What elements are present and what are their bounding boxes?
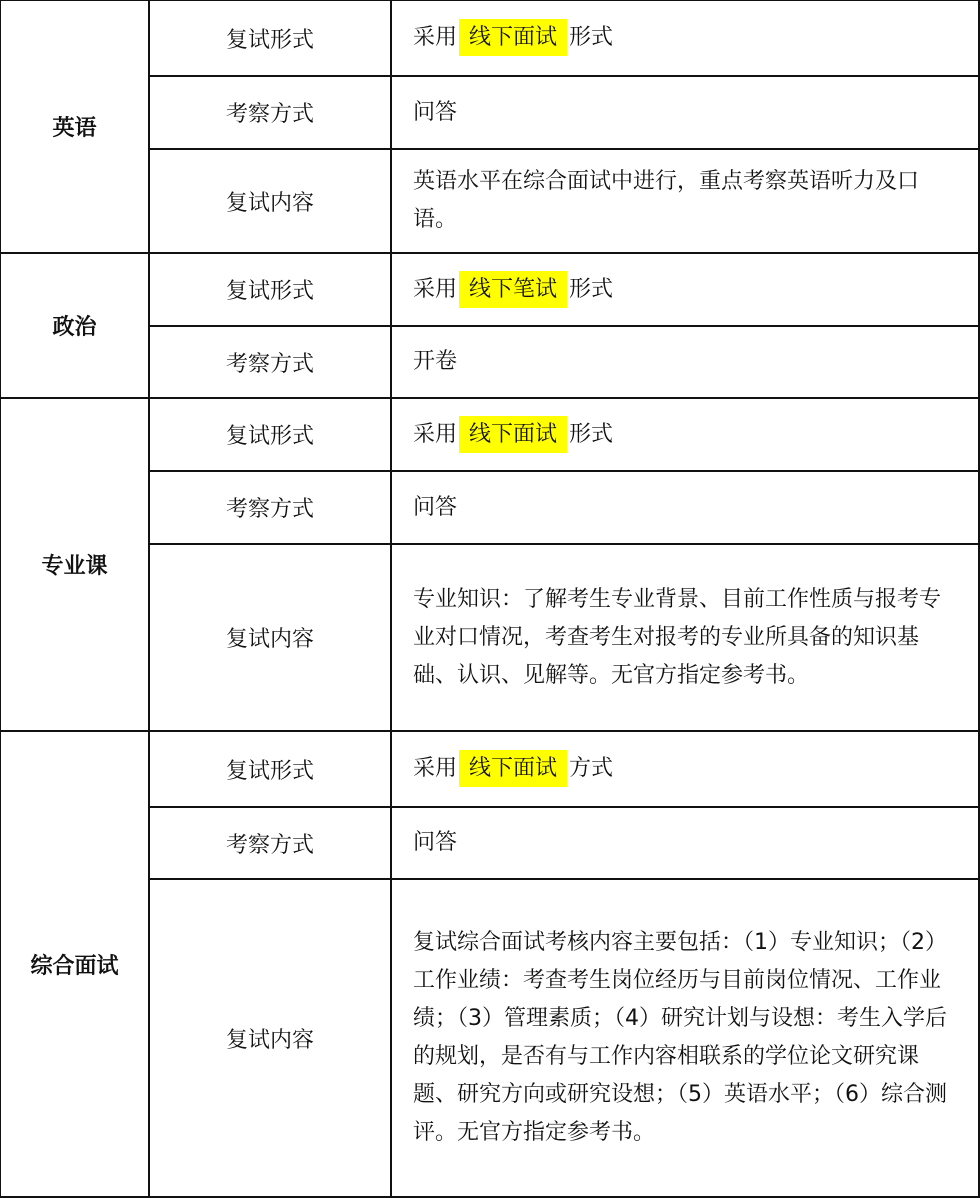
content-text: 采用 <box>413 756 458 781</box>
category-cell: 综合面试 <box>0 731 149 1197</box>
content-cell: 问答 <box>391 471 979 544</box>
content-cell: 专业知识：了解考生专业背景、目前工作性质与报考专业对口情况，考查考生对报考的专业所具备的知识基础、认识、见解等。无官方指定参考书。 <box>391 544 979 731</box>
content-cell: 问答 <box>391 76 979 149</box>
item-cell: 考察方式 <box>149 471 391 544</box>
content-text: 方式 <box>569 756 614 781</box>
content-cell <box>391 0 979 76</box>
item-cell: 考察方式 <box>149 76 391 149</box>
table-row <box>0 398 979 471</box>
item-cell: 复试内容 <box>149 879 391 1197</box>
highlighted-text: 线下面试 <box>459 750 567 787</box>
item-cell: 复试形式 <box>149 253 391 326</box>
item-cell: 复试内容 <box>149 544 391 731</box>
table-row <box>0 253 979 326</box>
category-cell: 政治 <box>0 253 149 398</box>
content-cell <box>391 398 979 471</box>
table-row <box>0 0 979 76</box>
content-text: 采用 <box>413 421 458 447</box>
content-text: 形式 <box>569 421 614 447</box>
item-cell: 复试内容 <box>149 149 391 253</box>
item-cell: 考察方式 <box>149 326 391 398</box>
table-row <box>0 731 979 807</box>
category-cell: 英语 <box>0 0 149 253</box>
content-cell: 英语水平在综合面试中进行，重点考察英语听力及口语。 <box>391 149 979 253</box>
highlighted-text: 线下面试 <box>459 416 567 453</box>
item-cell: 复试形式 <box>149 731 391 807</box>
highlighted-text: 线下笔试 <box>459 271 567 308</box>
content-cell: 开卷 <box>391 326 979 398</box>
item-cell: 考察方式 <box>149 807 391 879</box>
content-text: 采用 <box>413 25 458 50</box>
content-text: 形式 <box>569 276 614 302</box>
category-cell: 专业课 <box>0 398 149 731</box>
content-text: 形式 <box>569 25 614 50</box>
content-cell <box>391 253 979 326</box>
content-cell: 问答 <box>391 807 979 879</box>
content-cell <box>391 731 979 807</box>
content-cell: 复试综合面试考核内容主要包括：（1）专业知识；（2）工作业绩：考查考生岗位经历与目前岗位情况、工作业绩；（3）管理素质；（4）研究计划与设想：考生入学后的规划，是否有与工作内容相联系的学位论文研究课题、研究方向或研究设想；（5）英语水平；（6）综合测评。无官方指定参考书。 <box>391 879 979 1197</box>
item-cell: 复试形式 <box>149 398 391 471</box>
content-text: 采用 <box>413 276 458 302</box>
highlighted-text: 线下面试 <box>459 19 567 56</box>
item-cell: 复试形式 <box>149 0 391 76</box>
